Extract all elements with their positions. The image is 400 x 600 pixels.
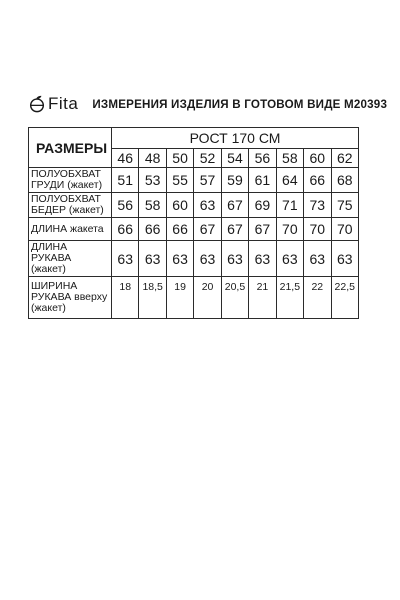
size-column-header: 54 <box>221 149 248 168</box>
size-column-header: 50 <box>166 149 193 168</box>
measurement-value: 63 <box>276 241 303 277</box>
measurement-value: 63 <box>304 241 331 277</box>
measurement-value: 71 <box>276 193 303 218</box>
brand-name: Fita <box>48 94 79 113</box>
table-row <box>29 277 359 319</box>
measurement-value: 18 <box>112 277 139 319</box>
measurement-value: 63 <box>249 241 276 277</box>
measurement-label: ДЛИНА жакета <box>29 218 112 241</box>
measurement-label: ПОЛУОБХВАТ ГРУДИ (жакет) <box>29 168 112 193</box>
size-column-header: 52 <box>194 149 221 168</box>
sizes-header: РАЗМЕРЫ <box>29 128 112 168</box>
measurement-value: 20 <box>194 277 221 319</box>
measurement-value: 63 <box>221 241 248 277</box>
measurement-value: 60 <box>166 193 193 218</box>
measurement-value: 67 <box>249 218 276 241</box>
table-header-row <box>29 128 359 149</box>
measurement-value: 51 <box>112 168 139 193</box>
table-row <box>29 218 359 241</box>
measurement-value: 21,5 <box>276 277 303 319</box>
measurement-value: 75 <box>331 193 359 218</box>
measurement-value: 70 <box>276 218 303 241</box>
measurement-value: 70 <box>331 218 359 241</box>
measurement-value: 53 <box>139 168 166 193</box>
measurement-value: 63 <box>331 241 359 277</box>
measurement-value: 66 <box>139 218 166 241</box>
measurement-value: 63 <box>194 193 221 218</box>
measurements-table <box>28 127 359 319</box>
measurement-value: 61 <box>249 168 276 193</box>
size-column-header: 60 <box>304 149 331 168</box>
measurement-value: 63 <box>166 241 193 277</box>
measurement-value: 22 <box>304 277 331 319</box>
measurement-value: 66 <box>166 218 193 241</box>
size-column-header: 48 <box>139 149 166 168</box>
leaf-circle-icon <box>28 95 46 113</box>
size-column-header: 56 <box>249 149 276 168</box>
size-column-header: 62 <box>331 149 359 168</box>
table-row <box>29 241 359 277</box>
measurement-value: 68 <box>331 168 359 193</box>
measurement-value: 67 <box>194 218 221 241</box>
measurement-value: 67 <box>221 218 248 241</box>
measurement-value: 73 <box>304 193 331 218</box>
measurement-value: 64 <box>276 168 303 193</box>
measurement-value: 56 <box>112 193 139 218</box>
measurement-value: 70 <box>304 218 331 241</box>
measurement-value: 63 <box>112 241 139 277</box>
measurement-value: 19 <box>166 277 193 319</box>
size-column-header: 46 <box>112 149 139 168</box>
measurement-value: 22,5 <box>331 277 359 319</box>
measurement-value: 63 <box>194 241 221 277</box>
measurement-value: 55 <box>166 168 193 193</box>
table-row <box>29 168 359 193</box>
measurement-value: 58 <box>139 193 166 218</box>
height-header: РОСТ 170 СМ <box>112 128 359 149</box>
header <box>28 92 388 116</box>
size-column-header: 58 <box>276 149 303 168</box>
measurement-value: 21 <box>249 277 276 319</box>
brand-logo <box>28 94 78 114</box>
measurement-value: 57 <box>194 168 221 193</box>
measurement-value: 66 <box>112 218 139 241</box>
measurement-label: ДЛИНА РУКАВА (жакет) <box>29 241 112 277</box>
measurement-value: 63 <box>139 241 166 277</box>
measurement-label: ПОЛУОБХВАТ БЕДЕР (жакет) <box>29 193 112 218</box>
measurement-value: 66 <box>304 168 331 193</box>
document-title: ИЗМЕРЕНИЯ ИЗДЕЛИЯ В ГОТОВОМ ВИДЕ М20393 <box>92 97 388 111</box>
measurement-label: ШИРИНА РУКАВА вверху (жакет) <box>29 277 112 319</box>
measurement-value: 20,5 <box>221 277 248 319</box>
table-row <box>29 193 359 218</box>
measurement-value: 18,5 <box>139 277 166 319</box>
measurement-value: 59 <box>221 168 248 193</box>
measurement-value: 67 <box>221 193 248 218</box>
measurement-value: 69 <box>249 193 276 218</box>
